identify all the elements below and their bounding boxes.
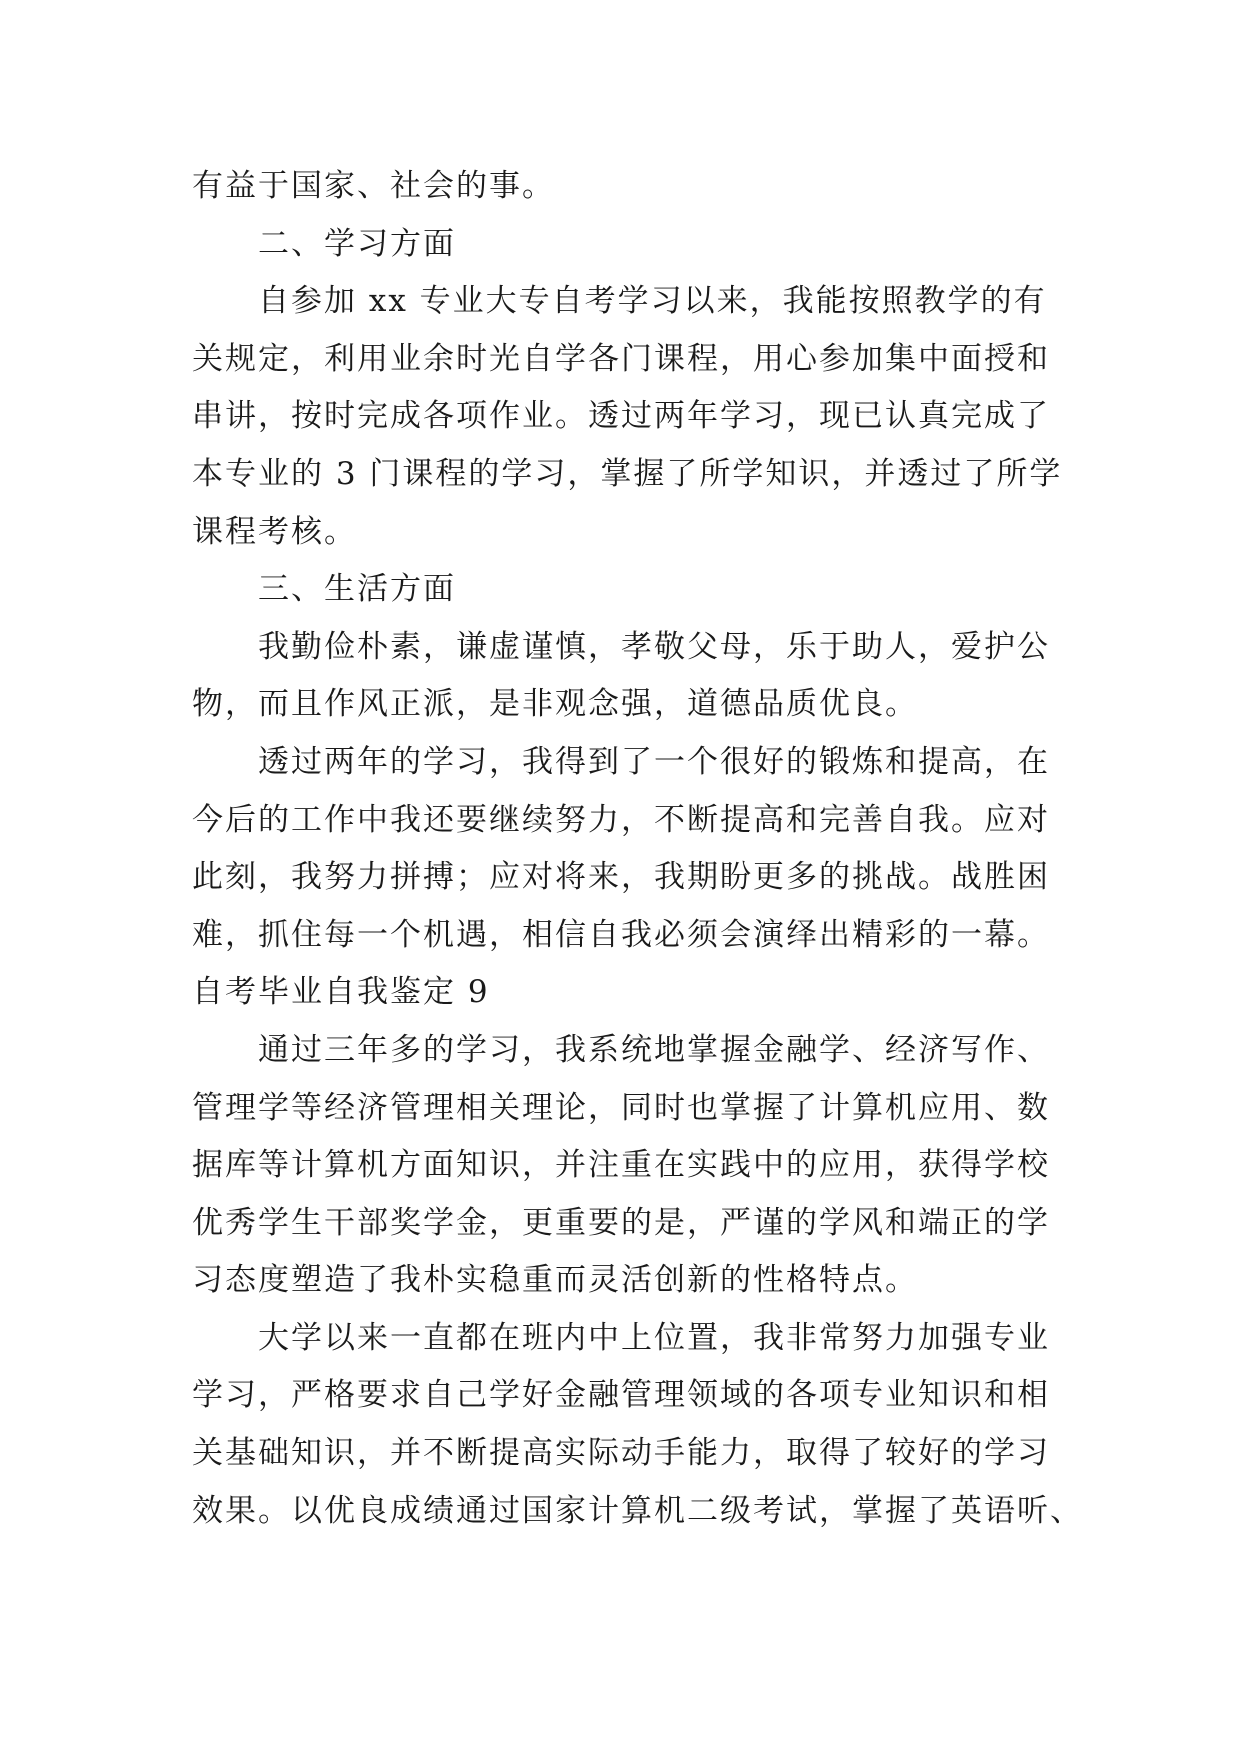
text-line: 有益于国家、社会的事。 [192, 168, 555, 204]
text-line: 我勤俭朴素，谦虚谨慎，孝敬父母，乐于助人，爱护公 [258, 628, 1050, 665]
document-body [192, 158, 1083, 1540]
text-line: 二、学习方面 [258, 225, 456, 262]
text-line: 自考毕业自我鉴定 9 [192, 974, 490, 1011]
text-line: 透过两年的学习，我得到了一个很好的锻炼和提高，在 [258, 743, 1050, 780]
text-line: 自参加 xx 专业大专自考学习以来，我能按照教学的有 [258, 283, 1047, 320]
text-line: 学习，严格要求自己学好金融管理领域的各项专业知识和相 [192, 1377, 1050, 1414]
text-line: 习态度塑造了我朴实稳重而灵活创新的性格特点。 [192, 1262, 918, 1299]
text-line: 难，抓住每一个机遇，相信自我必须会演绎出精彩的一幕。 [192, 916, 1050, 953]
text-line: 关规定，利用业余时光自学各门课程，用心参加集中面授和 [192, 340, 1050, 377]
text-line: 物，而且作风正派，是非观念强，道德品质优良。 [192, 686, 918, 723]
text-line: 此刻，我努力拼搏；应对将来，我期盼更多的挑战。战胜困 [192, 859, 1050, 896]
text-line: 关基础知识，并不断提高实际动手能力，取得了较好的学习 [192, 1435, 1050, 1472]
text-line: 优秀学生干部奖学金，更重要的是，严谨的学风和端正的学 [192, 1204, 1050, 1241]
text-line: 通过三年多的学习，我系统地掌握金融学、经济写作、 [258, 1031, 1050, 1068]
text-line: 三、生活方面 [258, 571, 456, 608]
text-line: 大学以来一直都在班内中上位置，我非常努力加强专业 [258, 1319, 1050, 1356]
text-line: 课程考核。 [192, 513, 357, 550]
text-line: 本专业的 3 门课程的学习，掌握了所学知识，并透过了所学 [192, 455, 1063, 492]
text-line: 管理学等经济管理相关理论，同时也掌握了计算机应用、数 [192, 1089, 1050, 1126]
text-line: 今后的工作中我还要继续努力，不断提高和完善自我。应对 [192, 801, 1050, 838]
text-line: 串讲，按时完成各项作业。透过两年学习，现已认真完成了 [192, 398, 1050, 435]
text-line: 据库等计算机方面知识，并注重在实践中的应用，获得学校 [192, 1147, 1050, 1184]
text-line: 效果。以优良成绩通过国家计算机二级考试，掌握了英语听、 [192, 1492, 1083, 1529]
